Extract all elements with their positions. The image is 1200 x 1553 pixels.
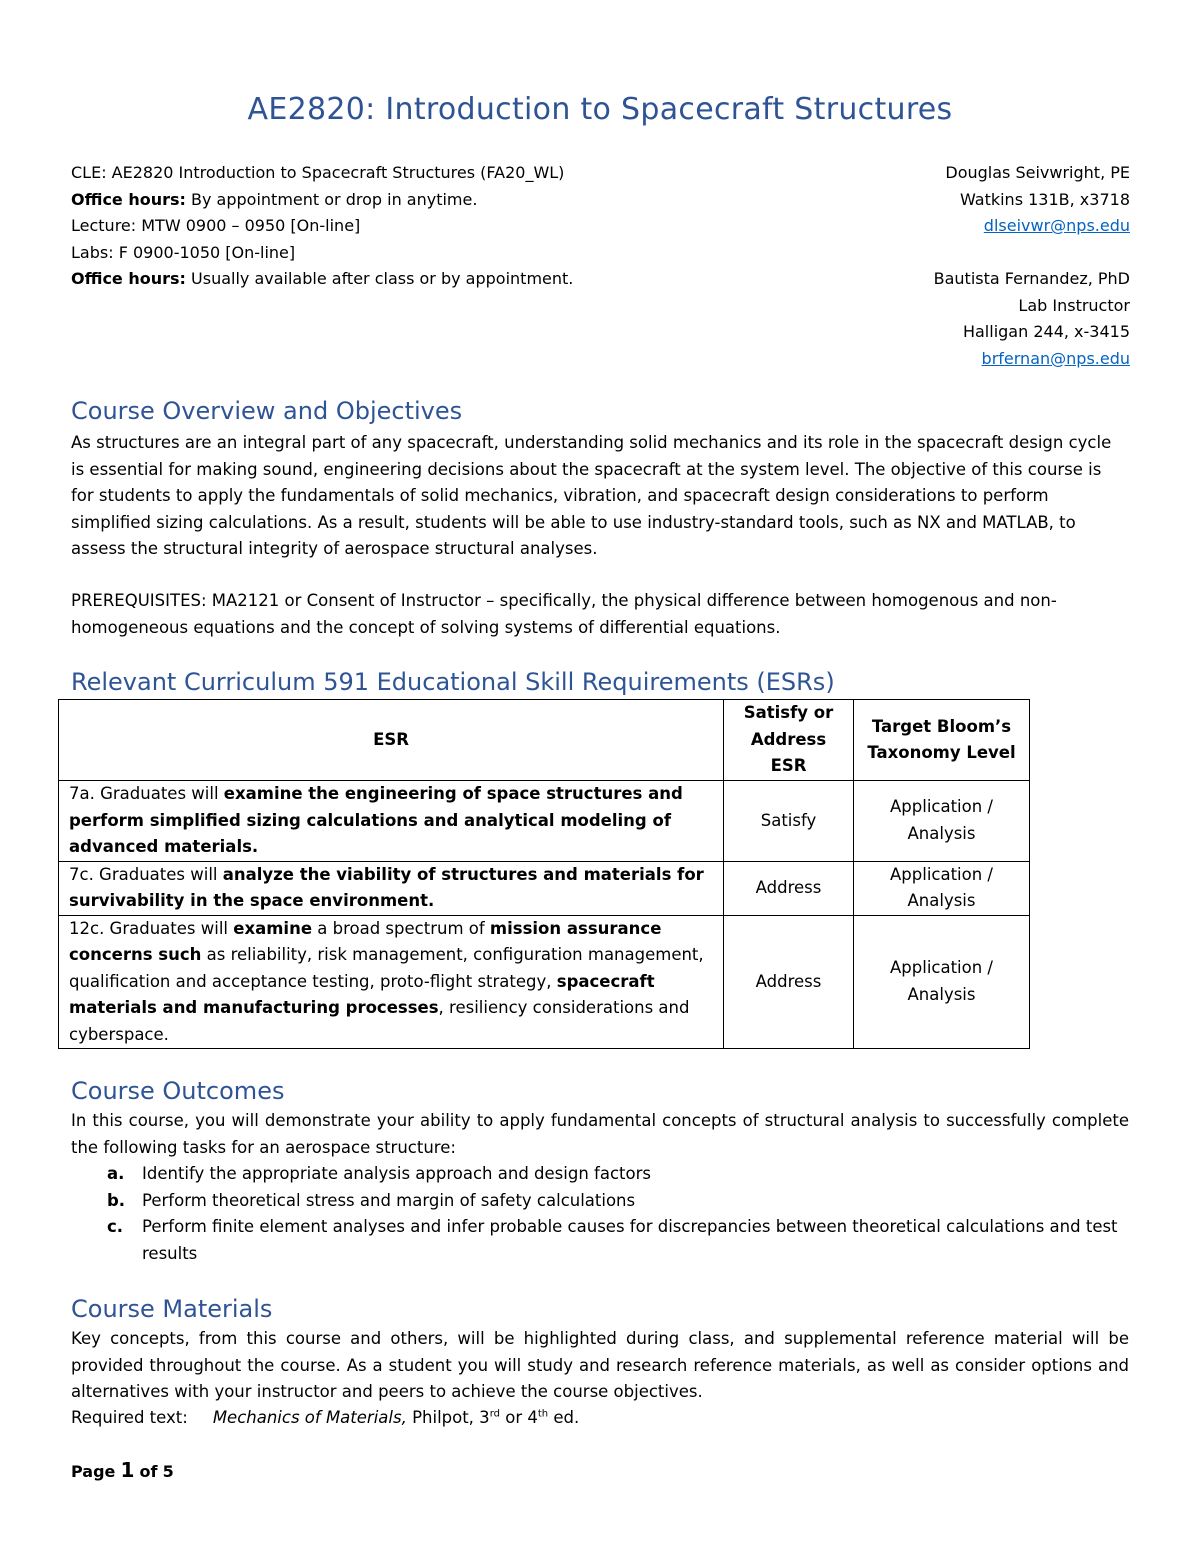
- table-row: [59, 915, 1030, 1049]
- header-bloom: Target Bloom’s Taxonomy Level: [854, 700, 1030, 781]
- satisfy-cell: Address: [724, 915, 854, 1049]
- bloom-cell: Application / Analysis: [854, 915, 1030, 1049]
- overview-paragraph: As structures are an integral part of any spacecraft, understanding solid mechanics and its role in the spacecraft design cycle is essential for making sound, engineering decisions about the spacecraft at the system level. The objective of this course is for students to apply the fundamentals of solid mechanics, vibration, and spacecraft design considerations to perform simplified sizing calculations. As a result, students will be able to use industry-standard tools, such as NX and MATLAB, to assess the structural integrity of aerospace structural analyses.: [71, 433, 1112, 558]
- lab-instructor-email-link[interactable]: brfernan@nps.edu: [981, 348, 1130, 368]
- bloom-cell: Application / Analysis: [854, 861, 1030, 915]
- list-item: a. Identify the appropriate analysis approach and design factors: [107, 1164, 651, 1183]
- header-satisfy: Satisfy or Address ESR: [724, 700, 854, 781]
- table-row: [59, 781, 1030, 862]
- office-hours-label-2: Office hours:: [71, 269, 186, 288]
- esr-heading: Relevant Curriculum 591 Educational Skill Requirements (ESRs): [71, 668, 835, 696]
- bloom-cell: Application / Analysis: [854, 781, 1030, 862]
- materials-heading: Course Materials: [71, 1295, 273, 1323]
- page-number: Page 1 of 5: [71, 1458, 174, 1482]
- materials-paragraph: Key concepts, from this course and others, will be highlighted during class, and supplemental reference material will be provided throughout the course. As a student you will study and research reference materials, as well as consider options and alternatives with your instructor and peers to achieve the course objectives.: [71, 1329, 1129, 1401]
- outcomes-intro: In this course, you will demonstrate your ability to apply fundamental concepts of structural analysis to successfully complete the following tasks for an aerospace structure:: [71, 1111, 1129, 1157]
- book-title: Mechanics of Materials,: [212, 1408, 407, 1427]
- prerequisites-paragraph: PREREQUISITES: MA2121 or Consent of Instructor – specifically, the physical difference between homogenous and non-homogeneous equations and the concept of solving systems of differential equations.: [71, 591, 1057, 637]
- header-esr: ESR: [59, 700, 724, 781]
- spacer: [630, 240, 1130, 267]
- satisfy-cell: Address: [724, 861, 854, 915]
- lecture-line: Lecture: MTW 0900 – 0950 [On-line]: [71, 216, 361, 235]
- office-hours-label: Office hours:: [71, 189, 186, 209]
- office-hours-value: By appointment or drop in anytime.: [185, 189, 478, 209]
- instructor-info: [630, 160, 1130, 372]
- lab-instructor-role: Lab Instructor: [1018, 295, 1130, 315]
- instructor-name: Douglas Seivwright, PE: [945, 163, 1130, 182]
- lab-instructor-name: Bautista Fernandez, PhD: [933, 269, 1130, 288]
- esr-cell: 12c. Graduates will examine a broad spectrum of mission assurance concerns such as reliability, risk management, configuration management, qualification and acceptance testing, proto-flight strategy, spacecraft materials and manufacturing processes, resiliency considerations and cyberspace.: [59, 915, 724, 1049]
- labs-line: Labs: F 0900-1050 [On-line]: [71, 242, 296, 262]
- table-header-row: [59, 700, 1030, 781]
- document-title: AE2820: Introduction to Spacecraft Structures: [247, 92, 953, 127]
- satisfy-cell: Satisfy: [724, 781, 854, 862]
- required-text-label: Required text:: [71, 1408, 188, 1427]
- esr-table: [58, 699, 1030, 1049]
- esr-cell: 7c. Graduates will analyze the viability of structures and materials for survivability in the space environment.: [59, 861, 724, 915]
- table-row: [59, 861, 1030, 915]
- overview-heading: Course Overview and Objectives: [71, 397, 463, 425]
- instructor-office: Watkins 131B, x3718: [959, 189, 1130, 209]
- list-item: b. Perform theoretical stress and margin of safety calculations: [107, 1190, 636, 1210]
- esr-cell: 7a. Graduates will examine the engineering of space structures and perform simplified sizing calculations and analytical modeling of advanced materials.: [59, 781, 724, 862]
- required-text-line: Required text: Mechanics of Materials, Philpot, 3rd or 4th ed.: [71, 1408, 580, 1427]
- list-item: c. Perform finite element analyses and infer probable causes for discrepancies between theoretical calculations and test results: [107, 1217, 1118, 1263]
- instructor-email-link[interactable]: dlseivwr@nps.edu: [983, 216, 1130, 235]
- lab-instructor-office: Halligan 244, x-3415: [962, 322, 1130, 341]
- office-hours-value-2: Usually available after class or by appointment.: [185, 269, 574, 288]
- outcomes-heading: Course Outcomes: [71, 1077, 285, 1105]
- outcomes-list: [71, 1161, 1129, 1267]
- cle-line: CLE: AE2820 Introduction to Spacecraft Structures (FA20_WL): [71, 163, 565, 182]
